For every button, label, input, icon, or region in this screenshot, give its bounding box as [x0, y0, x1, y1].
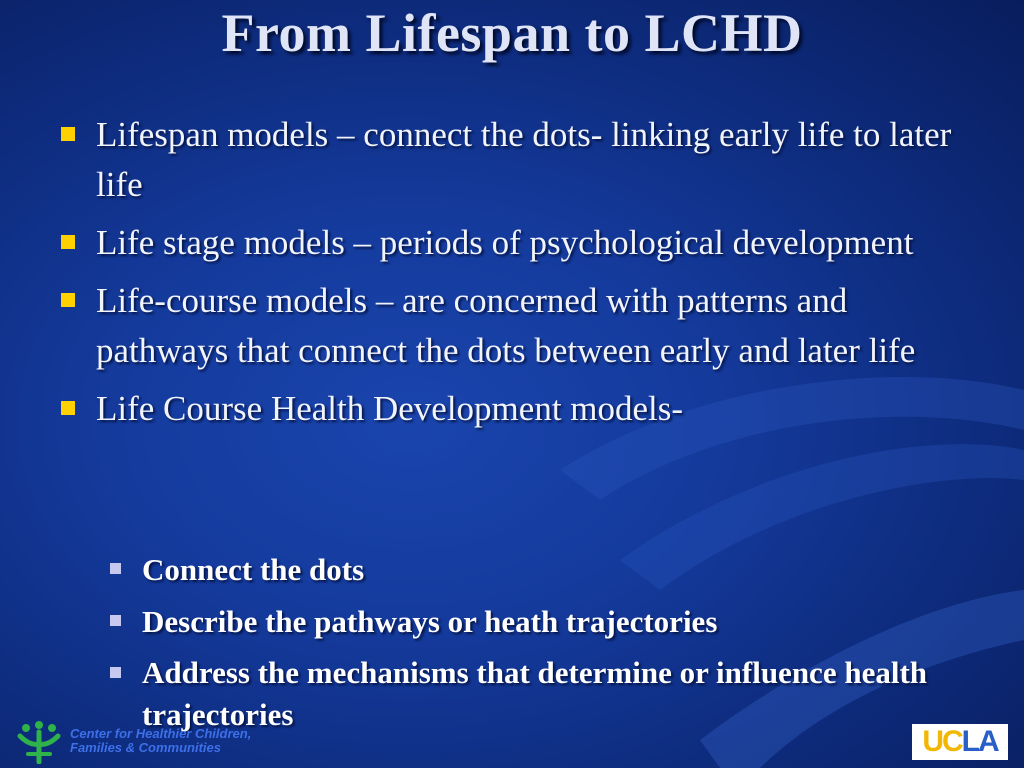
sub-bullet-connect — [110, 548, 958, 592]
bullet-text: Life-course models – are concerned with patterns and pathways that connect the dots between early and later life — [96, 281, 916, 370]
sub-bullet-describe — [110, 600, 958, 644]
square-bullet-icon — [61, 127, 75, 141]
bullet-lchd — [58, 384, 978, 434]
sub-bullet-list — [58, 548, 958, 744]
bullet-list — [58, 110, 978, 442]
org-name — [70, 727, 251, 755]
org-name-line2: Families & Communities — [70, 740, 221, 755]
bullet-text: Life Course Health Development models- — [96, 389, 684, 428]
ucla-logo-uc: UC — [922, 725, 962, 758]
org-logo — [14, 720, 314, 766]
sub-bullet-text: Address the mechanisms that determine or influence health trajectories — [142, 655, 928, 732]
bullet-life-stage — [58, 218, 978, 268]
square-sub-bullet-icon — [110, 667, 121, 678]
square-bullet-icon — [61, 293, 75, 307]
sub-bullet-text: Describe the pathways or heath trajectories — [142, 604, 718, 639]
bullet-text: Lifespan models – connect the dots- linking early life to later life — [96, 115, 952, 204]
bullet-life-course — [58, 276, 978, 376]
slide-title: From Lifespan to LCHD — [221, 3, 803, 63]
ucla-logo — [912, 724, 1008, 760]
bullet-text: Life stage models – periods of psychological development — [96, 223, 914, 262]
square-bullet-icon — [61, 235, 75, 249]
people-tree-icon — [16, 720, 62, 764]
square-sub-bullet-icon — [110, 563, 121, 574]
org-name-line1: Center for Healthier Children, — [70, 726, 252, 741]
bullet-lifespan — [58, 110, 978, 210]
square-bullet-icon — [61, 401, 75, 415]
square-sub-bullet-icon — [110, 615, 121, 626]
sub-bullet-text: Connect the dots — [142, 552, 365, 587]
ucla-logo-la: LA — [961, 725, 998, 758]
